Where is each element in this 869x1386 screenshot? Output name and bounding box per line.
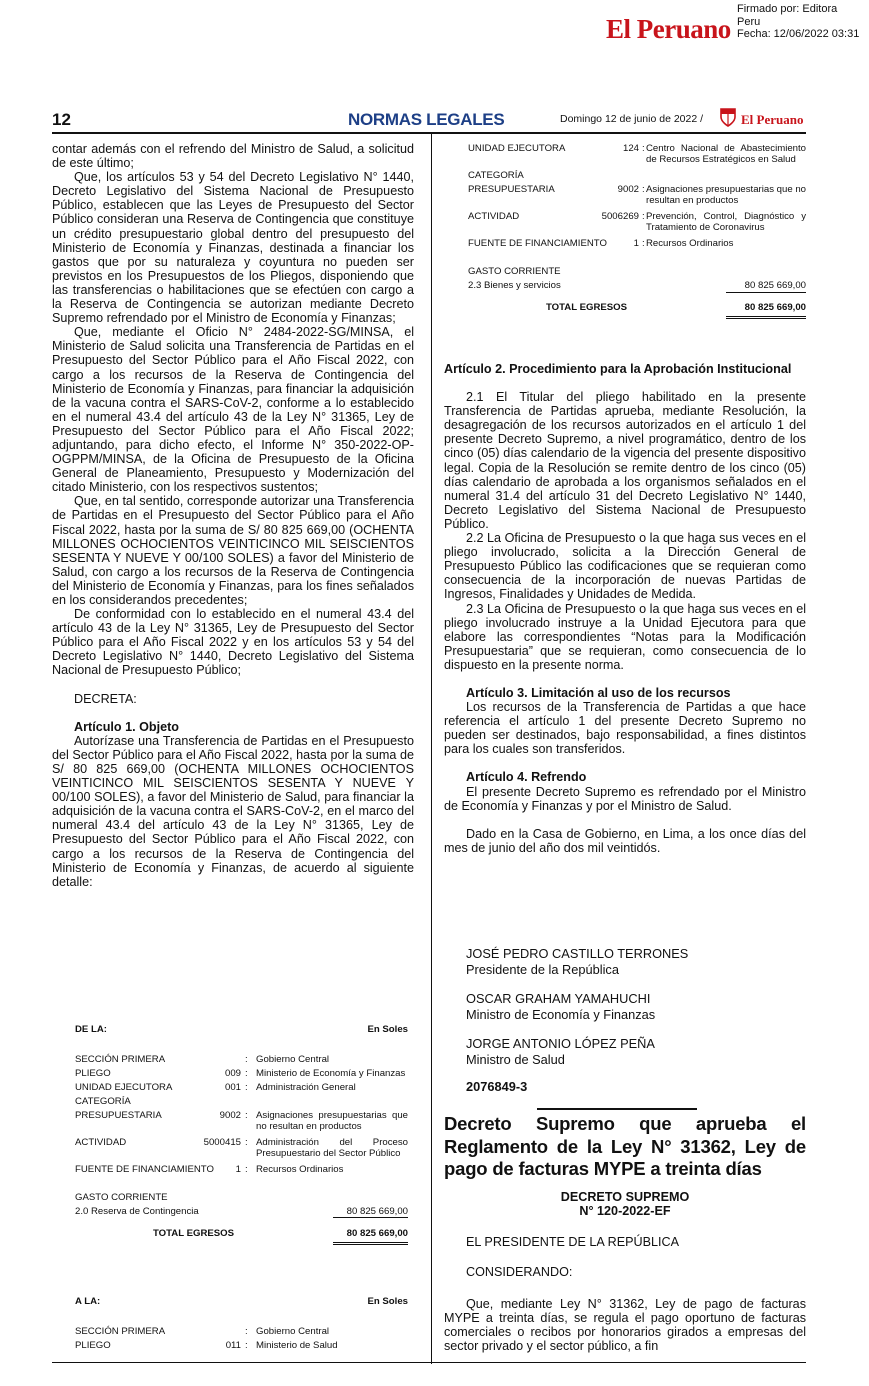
left-column: [52, 142, 414, 889]
currency-label: En Soles: [367, 1296, 408, 1307]
row-label: PRESUPUESTARIA: [468, 184, 555, 195]
row-code: 1: [235, 1164, 241, 1175]
row-value: Prevención, Control, Diagnóstico y Tratamiento de Coronavirus: [646, 211, 806, 234]
row-code: 9002: [617, 184, 639, 195]
paragraph: Que, mediante Ley N° 31362, Ley de pago de facturas MYPE a treinta días, se regula el pago oportuno de facturas comerciales o recibos por honorarios girados a empresas del sector privado y el sector público, a fin: [444, 1297, 806, 1354]
table-head: A LA:: [75, 1296, 101, 1307]
row-code: 5000415: [203, 1137, 241, 1148]
row-label: ACTIVIDAD: [75, 1137, 127, 1148]
article-3-title: Artículo 3. Limitación al uso de los recursos: [466, 685, 731, 700]
signer-role: Presidente de la República: [466, 961, 619, 977]
footer-rule: [52, 1362, 806, 1363]
signature-line: Fecha: 12/06/2022 03:31: [737, 28, 860, 40]
row-code: 011: [225, 1340, 241, 1351]
column-divider: [431, 134, 432, 1364]
paragraph: contar además con el refrendo del Ministro de Salud, a solicitud de este último;: [52, 142, 414, 171]
row-label: GASTO CORRIENTE: [468, 266, 561, 277]
article-2-title: Artículo 2. Procedimiento para la Aprobación Institucional: [444, 362, 792, 376]
paragraph: El presente Decreto Supremo es refrendado por el Ministro de Economía y Finanzas y por el Ministro de Salud.: [444, 784, 806, 813]
president-line: EL PRESIDENTE DE LA REPÚBLICA: [466, 1235, 679, 1249]
transfer-to-table-continued: UNIDAD EJECUTORA 124 : Centro Nacional de Abastecimiento de Recursos Estratégicos en Salud CATEGORÍA PRESUPUESTARIA 9002 : Asignaciones presupuestarias que no resultan en productos ACTIVIDAD 5006269 : Prevención, Control, Diagnóstico y Tratamiento de Coronavirus FUENTE DE FINANCIAMIENTO 1 : Recursos Ordinarios GASTO CORRIENTE 2.3 Bienes y servicios 80 825 669,00 TOTAL EGRESOS 80 825 669,00: [468, 143, 806, 324]
row-code: 5006269: [601, 211, 639, 222]
header-rule: [52, 132, 806, 134]
row-value: Recursos Ordinarios: [256, 1164, 344, 1175]
considerando-heading: CONSIDERANDO:: [466, 1265, 573, 1279]
amount-rule: [333, 1217, 408, 1218]
row-label: PRESUPUESTARIA: [75, 1110, 162, 1121]
row-value: Recursos Ordinarios: [646, 238, 734, 249]
signature-line: Firmado por: Editora: [737, 3, 838, 15]
row-value: Gobierno Central: [256, 1326, 330, 1337]
row-amount: 80 825 669,00: [744, 280, 806, 291]
row-label: FUENTE DE FINANCIAMIENTO: [75, 1164, 214, 1175]
digital-signature: [737, 3, 859, 41]
signer-role: Ministro de Economía y Finanzas: [466, 1006, 656, 1022]
total-amount: 80 825 669,00: [346, 1228, 408, 1239]
decree-type: DECRETO SUPREMO: [560, 1190, 690, 1204]
edition-date: Domingo 12 de junio de 2022 /: [560, 113, 704, 125]
total-label: TOTAL EGRESOS: [153, 1228, 235, 1239]
signature-line: Peru: [737, 15, 761, 28]
section-separator: [537, 1108, 697, 1110]
row-amount: 80 825 669,00: [346, 1206, 408, 1217]
amount-rule: [726, 318, 806, 319]
right-column: [444, 362, 806, 855]
paragraph: Los recursos de la Transferencia de Partidas a que hace referencia el artículo 1 del presente Decreto Supremo no pueden ser destinados, bajo responsabilidad, a fines distintos para los cuales son transferidos.: [444, 700, 806, 757]
row-code: 001: [224, 1082, 241, 1093]
amount-rule: [333, 1242, 408, 1243]
paragraph: De conformidad con lo establecido en el numeral 43.4 del artículo 43 de la Ley N° 31365, Ley de Presupuesto del Sector Público para el Año Fiscal 2022 y en los artículos 53 y 54 del Decreto Legislativo N° 1440, Decreto Legislativo del Sistema Nacional de Presupuesto Público;: [52, 607, 414, 678]
signer-block: [466, 991, 655, 1022]
article-4-title: Artículo 4. Refrendo: [466, 770, 587, 785]
row-label: 2.3 Bienes y servicios: [468, 280, 561, 291]
transfer-to-table: A LA: En Soles SECCIÓN PRIMERA : Gobierno Central PLIEGO 011 : Ministerio de Salud: [75, 1296, 408, 1351]
signer-name: JORGE ANTONIO LÓPEZ PEÑA: [466, 1036, 655, 1051]
row-label: UNIDAD EJECUTORA: [468, 143, 566, 154]
paragraph: Que, los artículos 53 y 54 del Decreto Legislativo N° 1440, Decreto Legislativo del Sistema Nacional de Presupuesto Público, establecen que las Leyes de Presupuesto del Sector Público consideran una Reserva de Contingencia que constituye un crédito presupuestario global dentro del presupuesto del Ministerio de Economía y Finanzas, destinada a financiar los gastos que por su naturaleza y coyuntura no pueden ser previstos en los Presupuestos de los Pliegos, disponiendo que las transferencias o habilitaciones que se efectúen con cargo a la Reserva de Contingencia se autorizan mediante Decreto Supremo refrendado por el Ministro de Economía y Finanzas;: [52, 170, 414, 326]
row-label: SECCIÓN PRIMERA: [75, 1054, 166, 1065]
row-code: 124: [622, 143, 639, 154]
row-value: Ministerio de Economía y Finanzas: [256, 1068, 406, 1079]
row-label: CATEGORÍA: [75, 1096, 131, 1107]
amount-rule: [726, 292, 806, 293]
row-label: ACTIVIDAD: [468, 211, 520, 222]
row-value: Gobierno Central: [256, 1054, 330, 1065]
paragraph: Que, en tal sentido, corresponde autorizar una Transferencia de Partidas en el Presupuesto del Sector Público para el Año Fiscal 2022, hasta por la suma de S/ 80 825 669,00 (OCHENTA MILLONES OCHOCIENTOS VEINTICINCO MIL SEISCIENTOS SESENTA Y NUEVE Y 00/100 SOLES) a favor del Ministerio de Salud, con cargo a los recursos de la Reserva de Contingencia del Ministerio de Economía y Finanzas, para los fines señalados en los considerandos precedentes;: [52, 494, 414, 607]
decree-title: Decreto Supremo que aprueba el Reglamento de la Ley N° 31362, Ley de pago de facturas MYPE a treinta días: [444, 1113, 806, 1179]
coat-of-arms-icon: [719, 107, 737, 127]
publication-code: 2076849-3: [466, 1079, 528, 1094]
row-value: Administración General: [256, 1082, 356, 1093]
amount-rule: [726, 316, 806, 317]
transfer-from-table: DE LA: En Soles SECCIÓN PRIMERA : Gobierno Central PLIEGO 009 : Ministerio de Economía y Finanzas UNIDAD EJECUTORA 001 : Administración General CATEGORÍA PRESUPUESTARIA 9002 : Asignaciones presupuestarias que no resultan en productos ACTIVIDAD 5000415 : Administración del Proceso Presupuestario del Sector Público FUENTE DE FINANCIAMIENTO 1 : Recursos Ordinarios GASTO CORRIENTE 2.0 Reserva de Contingencia 80 825 669,00 TOTAL EGRESOS 80 825 669,00: [75, 1024, 408, 1250]
row-label: SECCIÓN PRIMERA: [75, 1326, 166, 1337]
el-peruano-logo: El Peruano: [606, 14, 731, 44]
row-label: FUENTE DE FINANCIAMIENTO: [468, 238, 607, 249]
row-value: Ministerio de Salud: [256, 1340, 338, 1351]
signer-role: Ministro de Salud: [466, 1051, 565, 1067]
header-brand: El Peruano: [741, 112, 804, 127]
article-1-title: Artículo 1. Objeto: [74, 719, 179, 734]
paragraph: Dado en la Casa de Gobierno, en Lima, a los once días del mes de junio del año dos mil veintidós.: [444, 826, 806, 855]
row-value: Asignaciones presupuestarias que no resultan en productos: [256, 1110, 408, 1133]
amount-rule: [333, 1244, 408, 1245]
row-label: UNIDAD EJECUTORA: [75, 1082, 173, 1093]
total-amount: 80 825 669,00: [744, 302, 806, 313]
currency-label: En Soles: [367, 1024, 408, 1035]
total-label: TOTAL EGRESOS: [546, 302, 628, 313]
closing-paragraph: [444, 1297, 806, 1353]
table-head: DE LA:: [75, 1024, 107, 1035]
row-label: CATEGORÍA: [468, 170, 524, 181]
article-1-text: Autorízase una Transferencia de Partidas en el Presupuesto del Sector Público para el Año Fiscal 2022, hasta por la suma de S/ 80 825 669,00 (OCHENTA MILLONES OCHOCIENTOS VEINTICINCO MIL SEISCIENTOS SESENTA Y NUEVE Y 00/100 SOLES), a favor del Ministerio de Salud, para financiar la adquisición de la vacuna contra el SARS-CoV-2, en el marco del numeral 43.4 del artículo 43 de la Ley N° 31365, Ley de Presupuesto del Sector Público para el Año Fiscal 2022, con cargo a los recursos de la Reserva de Contingencia del Ministerio de Economía y Finanzas, de acuerdo al siguiente detalle:: [52, 733, 414, 889]
row-code: 1: [633, 238, 639, 249]
section-title: NORMAS LEGALES: [348, 110, 505, 129]
row-value: Administración del Proceso Presupuestario del Sector Público: [256, 1137, 408, 1160]
paragraph: 2.3 La Oficina de Presupuesto o la que haga sus veces en el pliego involucrado instruye a la Unidad Ejecutora para que elabore las correspondientes “Notas para la Modificación Presupuestaria” que se requieran, como consecuencia de lo dispuesto en la presente norma.: [444, 601, 806, 672]
row-label: PLIEGO: [75, 1068, 111, 1079]
paragraph: 2.2 La Oficina de Presupuesto o la que haga sus veces en el pliego involucrado, solicita a la Dirección General de Presupuesto Público las codificaciones que se requieran como consecuencia de la incorporación de nuevas Partidas de Ingresos, Finalidades y Unidades de Medida.: [444, 531, 806, 602]
decreta-heading: DECRETA:: [74, 691, 137, 706]
decree-number-block: [444, 1190, 806, 1218]
row-label: GASTO CORRIENTE: [75, 1192, 168, 1203]
row-value: Asignaciones presupuestarias que no resultan en productos: [646, 184, 807, 207]
decree-number: N° 120-2022-EF: [579, 1204, 671, 1218]
paragraph: 2.1 El Titular del pliego habilitado en la presente Transferencia de Partidas aprueba, mediante Resolución, la desagregación de los recursos autorizados en el artículo 1 del presente Decreto Supremo, a nivel programático, dentro de los cinco (05) días calendario de la vigencia del presente dispositivo legal. Copia de la Resolución se remite dentro de los cinco (05) días calendario de aprobada a los organismos señalados en el numeral 31.4 del artículo 31 del Decreto Legislativo N° 1440, Decreto Legislativo del Sistema Nacional de Presupuesto Público.: [444, 390, 806, 531]
row-label: 2.0 Reserva de Contingencia: [75, 1206, 199, 1217]
row-code: 009: [224, 1068, 241, 1079]
page-number: 12: [52, 110, 71, 129]
signer-block: [466, 1036, 655, 1067]
row-code: 9002: [219, 1110, 241, 1121]
signer-name: OSCAR GRAHAM YAMAHUCHI: [466, 991, 651, 1006]
signer-block: [466, 946, 688, 977]
signer-name: JOSÉ PEDRO CASTILLO TERRONES: [466, 946, 689, 961]
paragraph: Que, mediante el Oficio N° 2484-2022-SG/MINSA, el Ministerio de Salud solicita una Transferencia de Partidas en el Presupuesto del Sector Público para el Año Fiscal 2022, con cargo a los recursos de la Reserva de Contingencia del Ministerio de Economía y Finanzas, para financiar la adquisición de la vacuna contra el SARS-CoV-2, conforme a lo establecido en el numeral 43.4 del artículo 43 de la Ley N° 31365, Ley de Presupuesto del Sector Público para el Año Fiscal 2022; adjuntando, para dicho efecto, el Informe N° 350-2022-OP-OGPPM/MINSA, de la Oficina de Presupuesto de la Oficina General de Planeamiento, Presupuesto y Modernización del citado Ministerio, con los respectivos sustentos;: [52, 325, 414, 495]
row-label: PLIEGO: [75, 1340, 111, 1351]
row-value: Centro Nacional de Abastecimiento de Recursos Estratégicos en Salud: [646, 143, 806, 166]
